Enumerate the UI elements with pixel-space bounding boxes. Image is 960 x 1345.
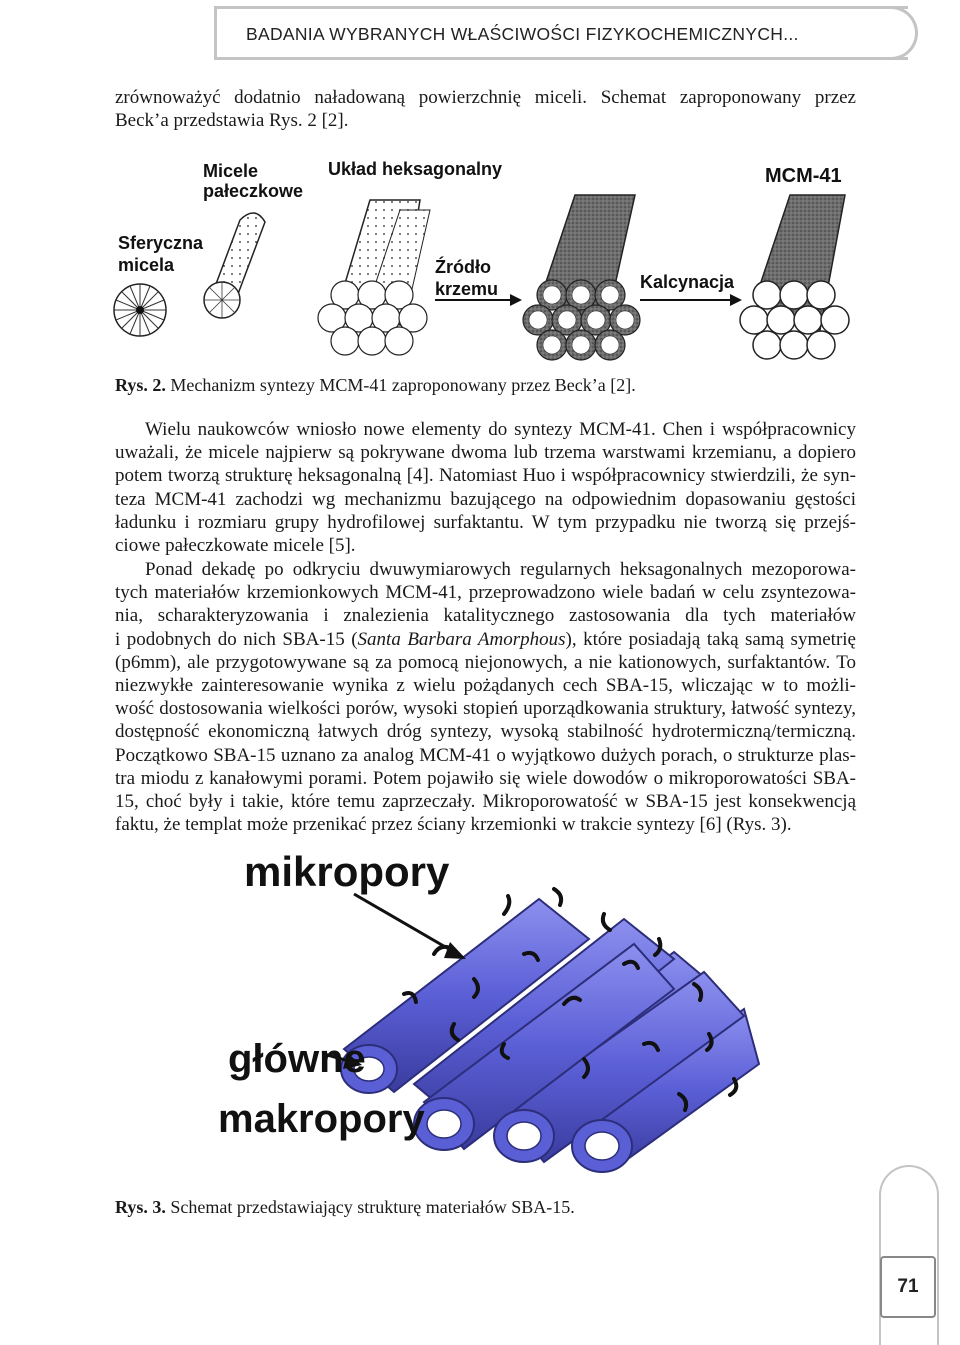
- caption-text: Schemat przedstawiający strukturę materiałów SBA-15.: [165, 1197, 575, 1217]
- text-line: [115, 628, 856, 651]
- label-paleczkowe: pałeczkowe: [203, 181, 304, 201]
- label-uklad-heksagonalny: Układ heksagonalny: [328, 159, 503, 179]
- text-line: tych materiałów krzemionkowych MCM-41, przeprowadzono wiele badań w celu zsyntezowa-: [115, 582, 856, 604]
- text-line: teza MCM-41 zachodzi wg mechanizmu bazującego na odpowiednim dopasowaniu gęstości: [115, 488, 856, 510]
- running-header-title: BADANIA WYBRANYCH WŁAŚCIWOŚCI FIZYKOCHEMICZNYCH...: [246, 24, 799, 44]
- header-frame-cap: [878, 6, 918, 60]
- label-sferyczna: Sferyczna: [118, 233, 204, 253]
- text-line: potem tworzą strukturę heksagonalną [4]. Natomiast Huo i współpracownicy stwierdzili, że syn-: [115, 465, 856, 487]
- mcm41-mechanism-figure: [100, 150, 860, 365]
- silica-coated-array: [523, 195, 640, 360]
- label-makropory: makropory: [218, 1097, 425, 1141]
- arrow-calcination: [640, 294, 742, 306]
- caption-text: Mechanizm syntezy MCM-41 zaproponowany przez Beck’a [2].: [165, 375, 636, 395]
- body-paragraph-1: [115, 418, 856, 557]
- spherical-micelle: [114, 284, 166, 336]
- text-span: i podobnych do nich SBA-15 (: [115, 628, 358, 650]
- text-line: uważali, że micele najpierw są pokrywane dwoma lub trzema warstwami krzemianu, a dopiero: [115, 442, 856, 464]
- text-line: tra miodu z kanałowymi porami. Potem pojawiło się wiele dowodów o mikroporowatości SBA-: [115, 767, 856, 789]
- text-line: 15, choć były i takie, które temu zaprzeczały. Mikroporowatość w SBA-15 jest konsekwencją: [115, 791, 856, 813]
- sba15-structure-figure: [204, 844, 763, 1182]
- mcm41-structure: [740, 195, 849, 359]
- text-line: faktu, że templat może przenikać przez ściany krzemionki w trakcie syntezy [6] (Rys. 3).: [115, 814, 792, 836]
- label-mikropory: mikropory: [244, 848, 450, 895]
- text-line: ładunku i rozmiaru grupy hydrofilowej surfaktantu. W tym przypadku nie tworzą się przejś-: [115, 511, 856, 533]
- hexagonal-rod-array: [318, 200, 430, 355]
- text-span: ), które posiadają taką samą symetrię: [565, 628, 856, 650]
- text-line: (p6mm), ale przygotowywane są za pomocą niejonowych, a nie kationowych, surfaktantów. To: [115, 651, 856, 673]
- text-line: dostępność ekonomiczną łatwych dróg syntezy, wysoką stabilność hydrotermiczną/termiczną.: [115, 721, 856, 743]
- text-line: wość dostosowania wielkości porów, wysoki stopień uporządkowania struktury, łatwość syntezy,: [115, 698, 856, 720]
- figure1-caption: [115, 375, 636, 396]
- italic-term: Santa Barbara Amorphous: [357, 628, 566, 650]
- rod-micelle: [204, 213, 265, 318]
- label-zrodlo: Źródło: [435, 257, 491, 277]
- caption-label: Rys. 2.: [115, 375, 166, 395]
- label-kalcynacja: Kalcynacja: [640, 272, 735, 292]
- text-line: Wielu naukowców wniosło nowe elementy do syntezy MCM-41. Chen i współpracownicy: [145, 419, 856, 440]
- text-line: Ponad dekadę po odkryciu dwuwymiarowych regularnych heksagonalnych mezoporowa-: [145, 559, 856, 580]
- caption-label: Rys. 3.: [115, 1197, 166, 1217]
- text-line: zrównoważyć dodatnio naładowaną powierzchnię miceli. Schemat zaproponowany przez: [115, 87, 856, 108]
- text-line: Beck’a przedstawia Rys. 2 [2].: [115, 110, 349, 132]
- text-line: nia, scharakteryzowania i znalezienia katalitycznego zastosowania dla tych materiałów: [115, 605, 856, 627]
- label-mcm41: MCM-41: [765, 165, 842, 187]
- text-line: ciowe pałeczkowate micele [5].: [115, 535, 356, 557]
- text-line: Początkowo SBA-15 uznano za analog MCM-41 o wyjątkowo dużych porach, o strukturze plas-: [115, 744, 856, 766]
- label-micele: Micele: [203, 161, 259, 181]
- text-line: niezwykłe zainteresowanie wynika z wielu pożądanych cech SBA-15, wliczając w to możli-: [115, 675, 856, 697]
- label-micela: micela: [118, 255, 175, 275]
- label-glowne: główne: [228, 1037, 366, 1081]
- page-number: 71: [880, 1256, 936, 1318]
- figure2-caption: [115, 1197, 575, 1218]
- label-krzemu: krzemu: [435, 279, 499, 299]
- page-corner-frame: [879, 1165, 939, 1345]
- body-paragraph-2: [115, 558, 856, 836]
- intro-paragraph: [115, 86, 856, 132]
